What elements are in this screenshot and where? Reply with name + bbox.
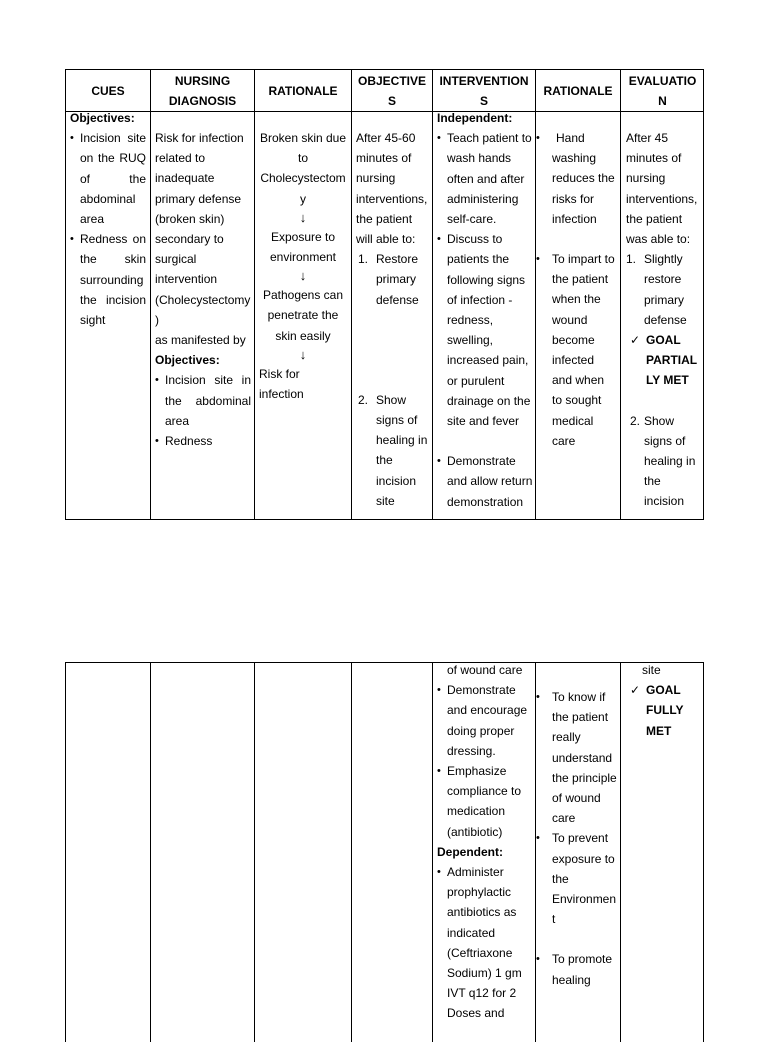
column-divider (620, 70, 621, 519)
rationale-2-list (536, 687, 620, 990)
diagnosis-cell: Risk for infection related to inadequate primary defense (broken skin) secondary to surgical intervention (Cholecystectomy ) as manifested by Objectives: • Incision site in the abdominal area • Redness (155, 128, 251, 451)
list-item: • To prevent exposure to the Environmen t (536, 828, 620, 929)
list-item: • Emphasize compliance to medication (antibiotic) (437, 761, 533, 842)
evaluation-item-2: 2. Show signs of healing in the incision (630, 413, 696, 509)
interventions-list (437, 128, 533, 512)
objective-item-2: 2. Show signs of healing in the incision site (358, 392, 428, 508)
objective-item-1: 1. Restore primary defense (358, 252, 419, 307)
list-item: • Hand washing reduces the risks for infection (536, 128, 620, 229)
interventions-dependent-heading: Dependent: (437, 844, 503, 859)
cues-cell (70, 108, 146, 330)
column-divider (351, 70, 352, 519)
list-item: • Demonstrate and encourage doing proper dressing. (437, 680, 533, 761)
dependent-interventions-list (437, 862, 533, 1024)
list-item: • Redness on the skin surrounding the incision sight (70, 229, 146, 330)
list-item: • To know if the patient really understand the principle of wound care (536, 687, 620, 828)
interventions-independent-heading: Independent: (437, 111, 513, 125)
header-nursing-diagnosis: NURSING DIAGNOSIS (168, 74, 237, 108)
rationale-2-list (536, 128, 620, 451)
down-arrow-icon: ↓ (299, 209, 307, 225)
column-divider (620, 663, 621, 1042)
list-item: • To impart to the patient when the wound become infected and when to sought medical care (536, 249, 620, 451)
down-arrow-icon: ↓ (299, 346, 307, 362)
interventions-list (437, 680, 533, 842)
down-arrow-icon: ↓ (299, 268, 307, 284)
evaluation-item-1: 1. Slightly restore primary defense (626, 252, 687, 327)
column-divider (150, 70, 151, 519)
rationale-2-cell (536, 128, 620, 451)
list-item: • Teach patient to wash hands often and after administering self-care. (437, 128, 533, 229)
column-divider (254, 663, 255, 1042)
objectives-cell: After 45-60 minutes of nursing interventions, the patient will able to: 1. Restore primary defense 2. Show signs of healing in the incision site (356, 128, 432, 511)
evaluation-cell-continued: site ✓ GOAL FULLY MET (626, 660, 704, 741)
list-item: • To promote healing (536, 949, 620, 989)
goal-fully-met: ✓ GOAL FULLY MET (626, 680, 704, 741)
list-item: • Administer prophylactic antibiotics as indicated (Ceftriaxone Sodium) 1 gm IVT q12 for 2 Doses and (437, 862, 533, 1024)
header-cues: CUES (91, 84, 125, 98)
header-objectives: OBJECTIVE S (357, 74, 426, 108)
column-divider (351, 663, 352, 1042)
header-interventions: INTERVENTION S (439, 74, 529, 108)
care-plan-table-page-1 (65, 69, 704, 520)
header-rationale: RATIONALE (268, 84, 338, 98)
evaluation-cell: After 45 minutes of nursing interventions, the patient was able to: 1. Slightly restore primary defense ✓ GOAL PARTIAL LY MET 2. Show signs of healing in the incision (626, 128, 704, 512)
rationale-cell: Broken skin due to Cholecystectom y ↓ Exposure to environment ↓ Pathogens can penetrate the skin easily ↓ Risk for infection (255, 128, 351, 404)
diagnosis-objectives-heading: Objectives: (155, 353, 220, 368)
interventions-cell (437, 108, 533, 512)
column-divider (432, 70, 433, 519)
care-plan-table-page-2 (65, 662, 704, 1042)
list-item: • Incision site in the abdominal area (155, 370, 251, 431)
diagnosis-list (155, 370, 251, 451)
interventions-cell-continued: of wound care • Demonstrate and encourage doing proper dressing. • Emphasize compliance to medication (antibiotic) Dependent: • Administer prophylactic antibiotics as indicated (Ceftriaxone Sodium) 1 gm IVT q12 for 2 Doses and (437, 660, 533, 1024)
cues-list (70, 128, 146, 330)
column-divider (432, 663, 433, 1042)
header-rationale-2: RATIONALE (543, 84, 613, 98)
header-evaluation: EVALUATIO N (628, 74, 697, 108)
checkmark-icon: ✓ (630, 683, 641, 698)
cues-heading: Objectives: (70, 111, 135, 125)
list-item: • Demonstrate and allow return demonstration (437, 451, 533, 512)
column-divider (150, 663, 151, 1042)
list-item: • Redness (155, 431, 251, 451)
goal-partially-met: ✓ GOAL PARTIAL LY MET (626, 330, 704, 391)
list-item: • Discuss to patients the following signs of infection - redness, swelling, increased pain, or purulent drainage on the site and fever (437, 229, 533, 431)
list-item: • Incision site on the RUQ of the abdominal area (70, 128, 146, 229)
checkmark-icon: ✓ (630, 333, 641, 348)
rationale-2-cell-continued (536, 687, 620, 990)
